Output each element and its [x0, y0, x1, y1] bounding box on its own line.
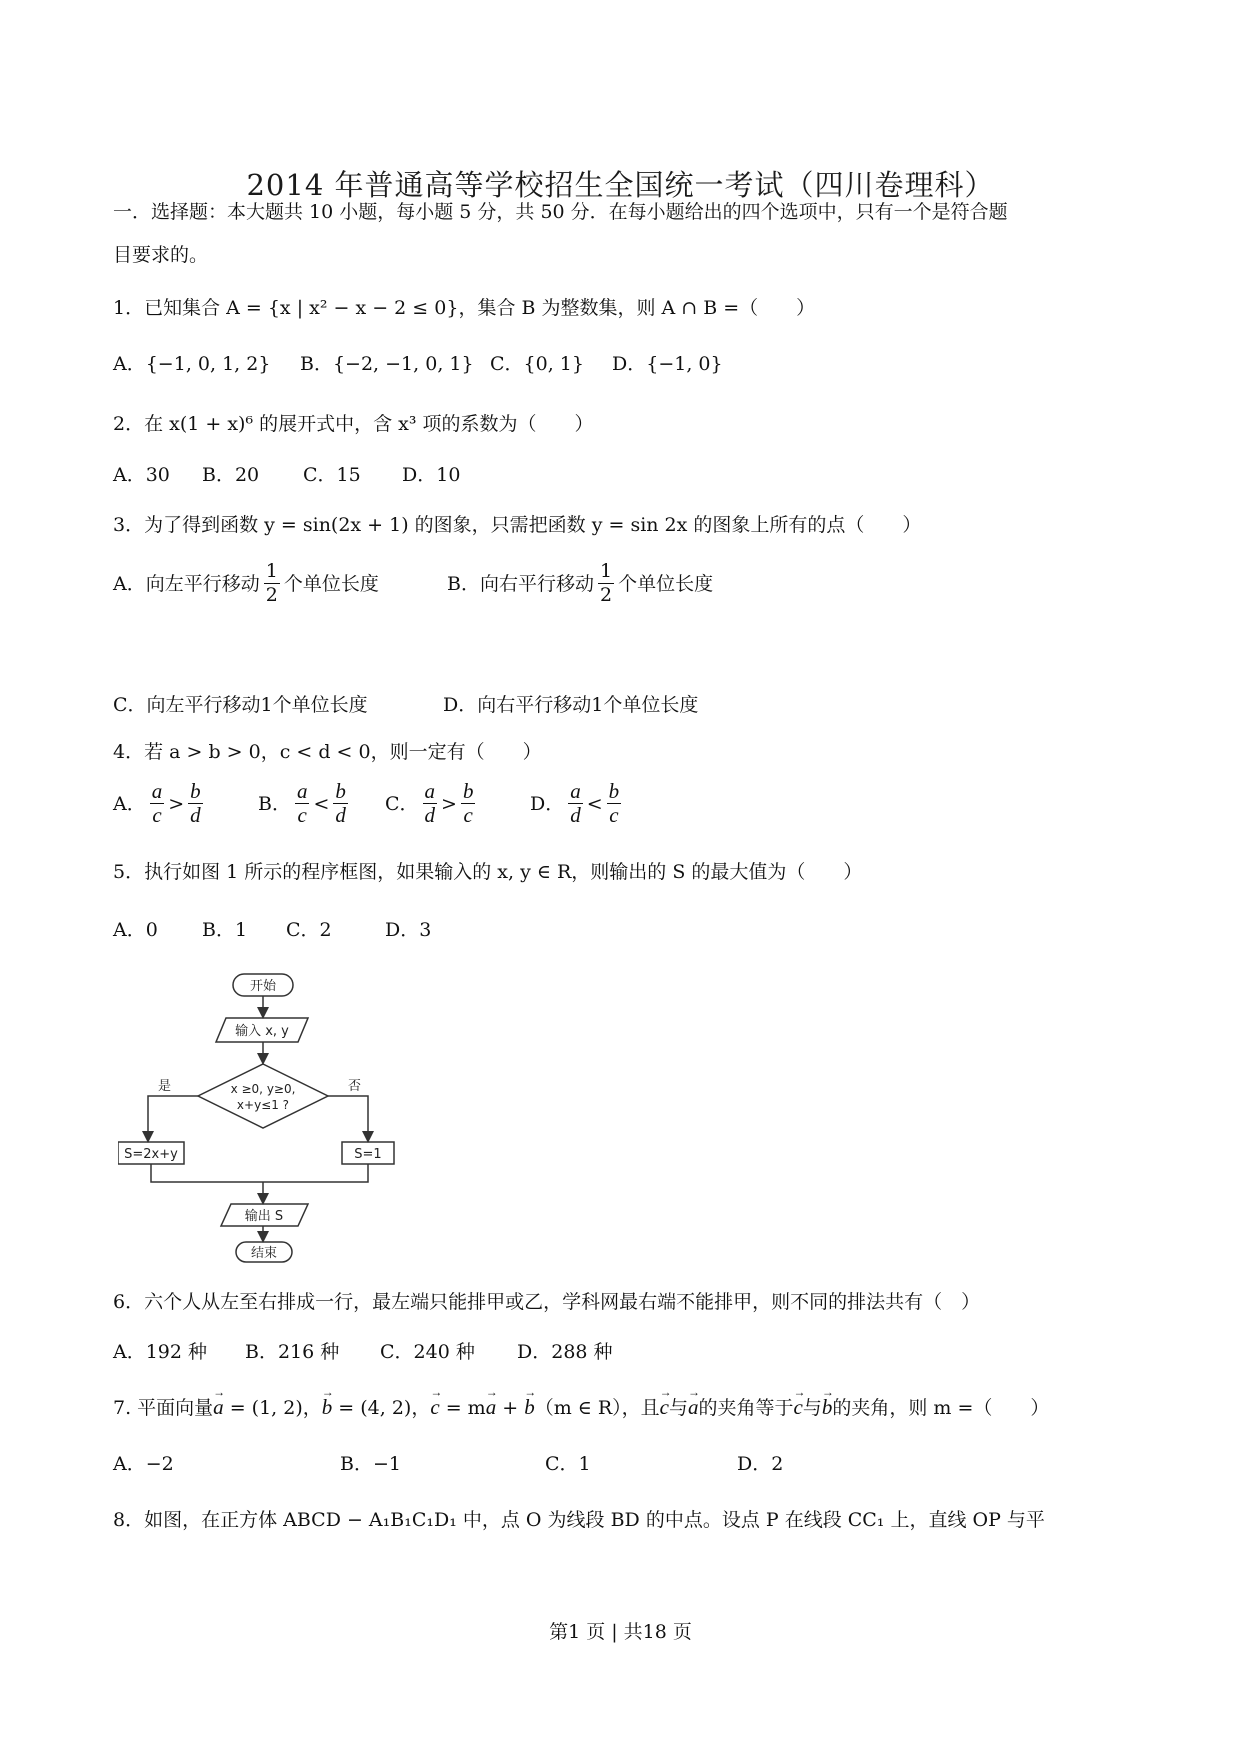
- fraction-denominator: d: [570, 803, 581, 827]
- flowchart-left-box-label: S=2x+y: [124, 1147, 178, 1162]
- flowchart-condition-line1: x ≥0, y≥0,: [230, 1082, 296, 1096]
- q4-option-b: [258, 780, 352, 827]
- q1-option-a: A．{−1, 0, 1, 2}: [113, 353, 271, 375]
- q4-option-label: A．: [113, 792, 146, 815]
- fraction-right: [607, 780, 622, 827]
- q3-option-a-pre: A．向左平行移动: [113, 572, 260, 595]
- flowchart-figure: [118, 968, 418, 1268]
- q5-option-c: C．2: [286, 919, 332, 941]
- fraction-left: [295, 780, 310, 827]
- q2-stem: 2．在 x(1 + x)⁶ 的展开式中，含 x³ 项的系数为（ ）: [113, 413, 594, 435]
- q2-option-c: C．15: [303, 464, 361, 486]
- section-intro-line2: 目要求的。: [113, 244, 209, 266]
- fraction-numerator: b: [462, 779, 474, 803]
- q4-option-label: D．: [530, 792, 565, 815]
- fraction-left: [568, 780, 583, 827]
- q3-option-a-fraction: [264, 560, 280, 607]
- q5-stem: 5．执行如图 1 所示的程序框图，如果输入的 x, y ∈ R，则输出的 S 的最大值为（ ）: [113, 861, 863, 883]
- comparison-operator: <: [313, 792, 330, 815]
- q6-stem: 6．六个人从左至右排成一行，最左端只能排甲或乙，学科网最右端不能排甲，则不同的排法共有（ ）: [113, 1291, 981, 1313]
- q7-part: 的夹角等于: [698, 1397, 794, 1419]
- vector-b: → b: [524, 1395, 535, 1419]
- vector-b: → b: [322, 1395, 333, 1419]
- q3-option-a-post: 个单位长度: [283, 572, 379, 595]
- fraction-denominator: c: [297, 803, 307, 827]
- fraction-denominator: 2: [265, 584, 278, 606]
- q3-stem: 3．为了得到函数 y = sin(2x + 1) 的图象，只需把函数 y = sin 2x 的图象上所有的点（ ）: [113, 514, 922, 536]
- fraction-numerator: 1: [599, 560, 613, 582]
- page-footer: 第1 页 | 共18 页: [549, 1621, 692, 1643]
- q3-option-a: [113, 560, 379, 607]
- q7-part: 的夹角，则 m =（ ）: [832, 1397, 1050, 1419]
- flowchart-right-box-label: S=1: [354, 1147, 382, 1162]
- q3-option-b-pre: B．向右平行移动: [447, 572, 594, 595]
- q7-part: = (1, 2)，: [223, 1397, 322, 1419]
- q3-option-d: D．向右平行移动1个单位长度: [443, 694, 699, 716]
- vector-a: → a: [213, 1395, 224, 1419]
- q6-option-a: A．192 种: [113, 1341, 208, 1363]
- fraction-right: [461, 780, 476, 827]
- q5-option-b: B．1: [202, 919, 248, 941]
- q3-option-b-fraction: [598, 560, 614, 607]
- vector-a: → a: [688, 1395, 699, 1419]
- q5-option-d: D．3: [385, 919, 432, 941]
- q3-option-b-post: 个单位长度: [618, 572, 714, 595]
- q3-option-c: C．向左平行移动1个单位长度: [113, 694, 368, 716]
- flowchart-condition-line2: x+y≤1 ?: [236, 1098, 290, 1112]
- fraction-denominator: c: [152, 803, 162, 827]
- q1-stem: 1．已知集合 A = {x | x² − x − 2 ≤ 0}，集合 B 为整数集，则 A ∩ B =（ ）: [113, 297, 816, 319]
- q6-option-b: B．216 种: [245, 1341, 340, 1363]
- flowchart-condition-node: [198, 1064, 328, 1128]
- q7-part: 7. 平面向量: [113, 1397, 214, 1419]
- comparison-operator: <: [586, 792, 603, 815]
- q7-option-d: D．2: [737, 1453, 784, 1475]
- fraction-denominator: c: [609, 803, 619, 827]
- section-intro-line1: 一．选择题：本大题共 10 小题，每小题 5 分，共 50 分．在每小题给出的四个选项中，只有一个是符合题: [113, 201, 1008, 223]
- flowchart-input-label: 输入 x, y: [235, 1024, 289, 1039]
- fraction-numerator: a: [296, 779, 308, 803]
- q7-part: （m ∈ R），且: [534, 1397, 660, 1419]
- flowchart-output-label: 输出 S: [244, 1209, 284, 1224]
- q7-option-c: C．1: [545, 1453, 591, 1475]
- q7-stem: [113, 1395, 1049, 1420]
- fraction-denominator: 2: [599, 584, 613, 606]
- q4-option-c: [385, 780, 479, 827]
- fraction-right: [188, 780, 203, 827]
- fraction-numerator: a: [151, 779, 163, 803]
- q2-option-b: B．20: [202, 464, 260, 486]
- vector-c: → c: [430, 1395, 439, 1419]
- fraction-numerator: 1: [265, 560, 278, 582]
- flowchart-no-label: 否: [348, 1079, 362, 1094]
- q7-option-a: A．−2: [113, 1453, 174, 1475]
- q2-option-d: D．10: [402, 464, 461, 486]
- comparison-operator: >: [441, 792, 457, 815]
- q1-option-b: B．{−2, −1, 0, 1}: [300, 353, 474, 375]
- q4-option-label: B．: [258, 792, 291, 815]
- q7-part: = m: [439, 1397, 486, 1419]
- fraction-numerator: b: [608, 779, 620, 803]
- fraction-numerator: a: [424, 779, 436, 803]
- q7-part: = (4, 2)，: [332, 1397, 431, 1419]
- q1-option-d: D．{−1, 0}: [612, 353, 723, 375]
- flowchart-end-label: 结束: [250, 1246, 278, 1261]
- fraction-denominator: c: [463, 803, 473, 827]
- vector-c: → c: [660, 1395, 669, 1419]
- q6-option-c: C．240 种: [380, 1341, 475, 1363]
- page-title: 2014 年普通高等学校招生全国统一考试（四川卷理科）: [246, 168, 995, 202]
- flowchart-start-label: 开始: [249, 979, 277, 994]
- comparison-operator: >: [168, 792, 185, 815]
- fraction-denominator: d: [424, 803, 436, 827]
- q4-option-d: [530, 780, 625, 827]
- q2-option-a: A．30: [113, 464, 170, 486]
- q4-option-a: [113, 780, 207, 827]
- q1-option-c: C．{0, 1}: [490, 353, 584, 375]
- q4-option-label: C．: [385, 792, 419, 815]
- fraction-numerator: b: [335, 779, 346, 803]
- fraction-numerator: a: [570, 779, 581, 803]
- q6-option-d: D．288 种: [517, 1341, 613, 1363]
- q7-part: 与: [669, 1397, 689, 1419]
- q7-part: +: [496, 1397, 525, 1419]
- q5-option-a: A．0: [113, 919, 158, 941]
- vector-a: → a: [486, 1395, 497, 1419]
- q3-option-b: [447, 560, 713, 607]
- vector-c: → c: [794, 1395, 803, 1419]
- vector-b: → b: [822, 1395, 833, 1419]
- fraction-denominator: d: [190, 803, 201, 827]
- q4-stem: 4．若 a > b > 0，c < d < 0，则一定有（ ）: [113, 741, 542, 763]
- q8-stem: 8．如图，在正方体 ABCD − A₁B₁C₁D₁ 中，点 O 为线段 BD 的中点。设点 P 在线段 CC₁ 上，直线 OP 与平: [113, 1509, 1045, 1531]
- q7-part: 与: [802, 1397, 822, 1419]
- fraction-numerator: b: [190, 779, 201, 803]
- flowchart-yes-label: 是: [158, 1079, 172, 1094]
- fraction-denominator: d: [335, 803, 346, 827]
- fraction-left: [150, 780, 165, 827]
- fraction-left: [423, 780, 438, 827]
- q7-option-b: B．−1: [340, 1453, 401, 1475]
- fraction-right: [333, 780, 348, 827]
